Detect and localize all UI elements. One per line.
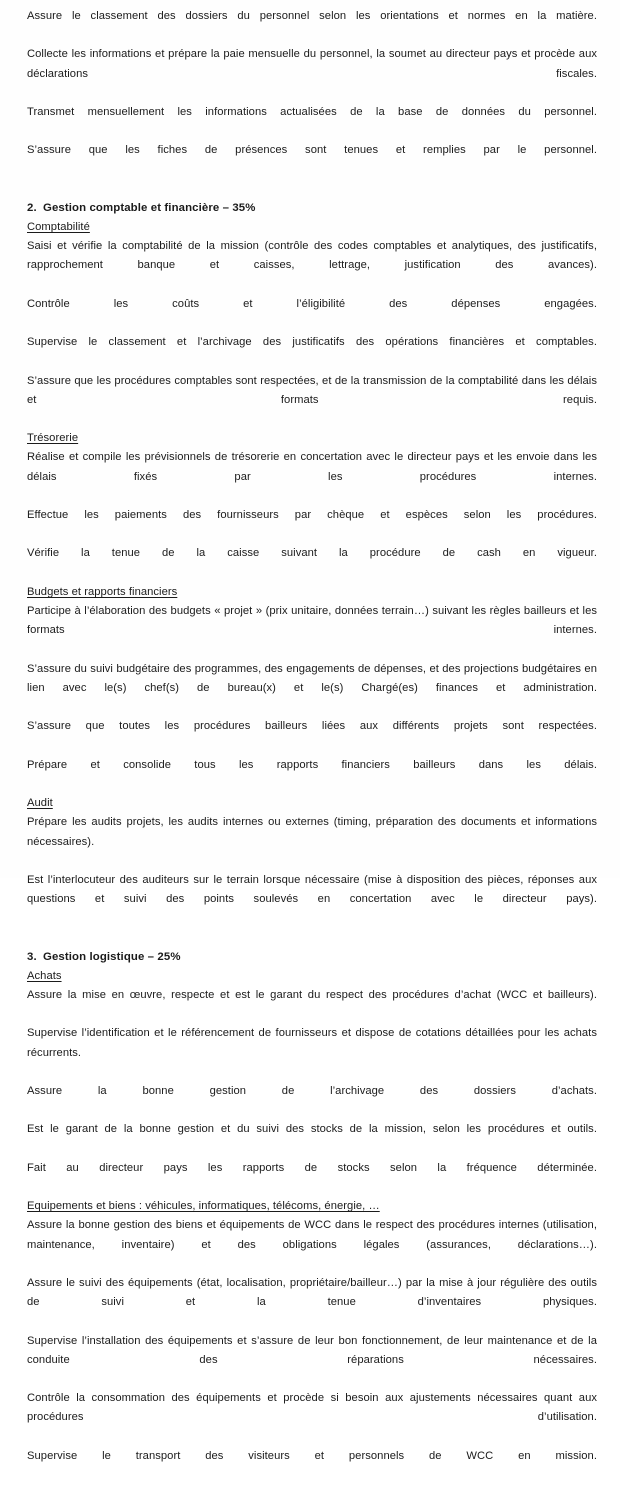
section-heading-3 (27, 948, 597, 967)
statement-line: Réalise et compile les prévisionnels de trésorerie en concertation avec le directeur pays et les envoie dans les délais fixés par les procédures internes. (27, 451, 597, 483)
statement-line: S’assure que toutes les procédures bailleurs liées aux différents projets sont respectées. (27, 720, 597, 733)
statement-line: Assure le classement des dossiers du personnel selon les orientations et normes en la matière. (27, 10, 597, 22)
section-gestion-comptable-et-financiere (27, 199, 597, 929)
statement-line: Supervise l’installation des équipements et s’assure de leur bon fonctionnement, de leur maintenance et de la conduite des réparations nécessaires. (27, 1334, 597, 1366)
statement-line: Supervise le transport des visiteurs et personnels de WCC en mission. (27, 1449, 597, 1462)
statement-line: Contrôle les coûts et l’éligibilité des dépenses engagées. (27, 297, 597, 310)
statement-line: Assure la bonne gestion des biens et équipements de WCC dans le respect des procédures internes (utilisation, maintenance, inventaire) et des obligations légales (assurances, déclarations…). (27, 1219, 597, 1251)
statement-line: Est l’interlocuteur des auditeurs sur le terrain lorsque nécessaire (mise à disposition des pièces, réponses aux questions et suivi des points soulevés en concertation avec le directeur pays). (27, 873, 597, 906)
statement-line: Vérifie la tenue de la caisse suivant la procédure de cash en vigueur. (27, 547, 597, 560)
subsection-equipements-et-biens (27, 1197, 597, 1485)
section-gestion-logistique (27, 948, 597, 1485)
subsection-budgets-et-rapports-financiers (27, 583, 597, 794)
statement-line: Prépare et consolide tous les rapports financiers bailleurs dans les délais. (27, 758, 597, 771)
statement-line: Prépare les audits projets, les audits internes ou externes (timing, préparation des documents et informations nécessaires). (27, 816, 597, 848)
statement-line: Transmet mensuellement les informations actualisées de la base de données du personnel. (27, 106, 597, 119)
statement-line: S’assure que les fiches de présences sont tenues et remplies par le personnel. (27, 144, 597, 157)
statement-line: Effectue les paiements des fournisseurs par chèque et espèces selon les procédures. (27, 509, 597, 522)
statement-line: S’assure du suivi budgétaire des programmes, des engagements de dépenses, et des projections budgétaires en lien avec le(s) chef(s) de bureau(x) et le(s) Chargé(es) finances et administration. (27, 662, 597, 694)
intro-block (27, 7, 597, 180)
statement-line: Collecte les informations et prépare la paie mensuelle du personnel, la soumet au directeur pays et procède aux déclarations fiscales. (27, 48, 597, 80)
block-spacer (27, 180, 597, 199)
subsection-heading: Achats (27, 969, 62, 982)
subsection-heading: Equipements et biens : véhicules, informatiques, télécoms, énergie, … (27, 1200, 380, 1213)
statement-line: Participe à l’élaboration des budgets « projet » (prix unitaire, données terrain…) suivant les règles bailleurs et les formats internes. (27, 605, 597, 637)
subsection-comptabilite (27, 218, 597, 429)
statement-line: Est le garant de la bonne gestion et du suivi des stocks de la mission, selon les procédures et outils. (27, 1123, 597, 1136)
statement-line: Assure la mise en œuvre, respecte et est le garant du respect des procédures d’achat (WCC et bailleurs). (27, 988, 597, 1001)
section-number: 2. (27, 201, 37, 214)
subsection-audit (27, 794, 597, 928)
section-title: Gestion comptable et financière – 35% (43, 201, 256, 214)
document-body (27, 7, 597, 1485)
section-number: 3. (27, 950, 37, 963)
statement-line: S’assure que les procédures comptables sont respectées, et de la transmission de la comptabilité dans les délais et formats requis. (27, 374, 597, 406)
section-heading-2 (27, 199, 597, 218)
section-title: Gestion logistique – 25% (43, 950, 181, 963)
statement-line: Contrôle la consommation des équipements et procède si besoin aux ajustements nécessaires quant aux procédures d’utilisation. (27, 1392, 597, 1424)
subsection-heading: Comptabilité (27, 221, 90, 234)
statement-line: Supervise le classement et l’archivage des justificatifs des opérations financières et comptables. (27, 336, 597, 349)
statement-line: Assure la bonne gestion de l’archivage des dossiers d’achats. (27, 1084, 597, 1097)
subsection-heading: Trésorerie (27, 432, 79, 445)
block-spacer (27, 929, 597, 948)
subsection-achats (27, 967, 597, 1197)
statement-line: Assure le suivi des équipements (état, localisation, propriétaire/bailleur…) par la mise à jour régulière des outils de suivi et la tenue d’inventaires physiques. (27, 1277, 597, 1309)
subsection-heading: Audit (27, 797, 53, 810)
subsection-tresorerie (27, 429, 597, 583)
statement-line: Supervise l’identification et le référencement de fournisseurs et dispose de cotations détaillées pour les achats récurrents. (27, 1027, 597, 1059)
statement-line: Saisi et vérifie la comptabilité de la mission (contrôle des codes comptables et analytiques, des justificatifs, rapprochement banque et caisses, lettrage, justification des avances). (27, 240, 597, 272)
subsection-heading: Budgets et rapports financiers (27, 585, 178, 598)
statement-line: Fait au directeur pays les rapports de stocks selon la fréquence déterminée. (27, 1161, 597, 1174)
